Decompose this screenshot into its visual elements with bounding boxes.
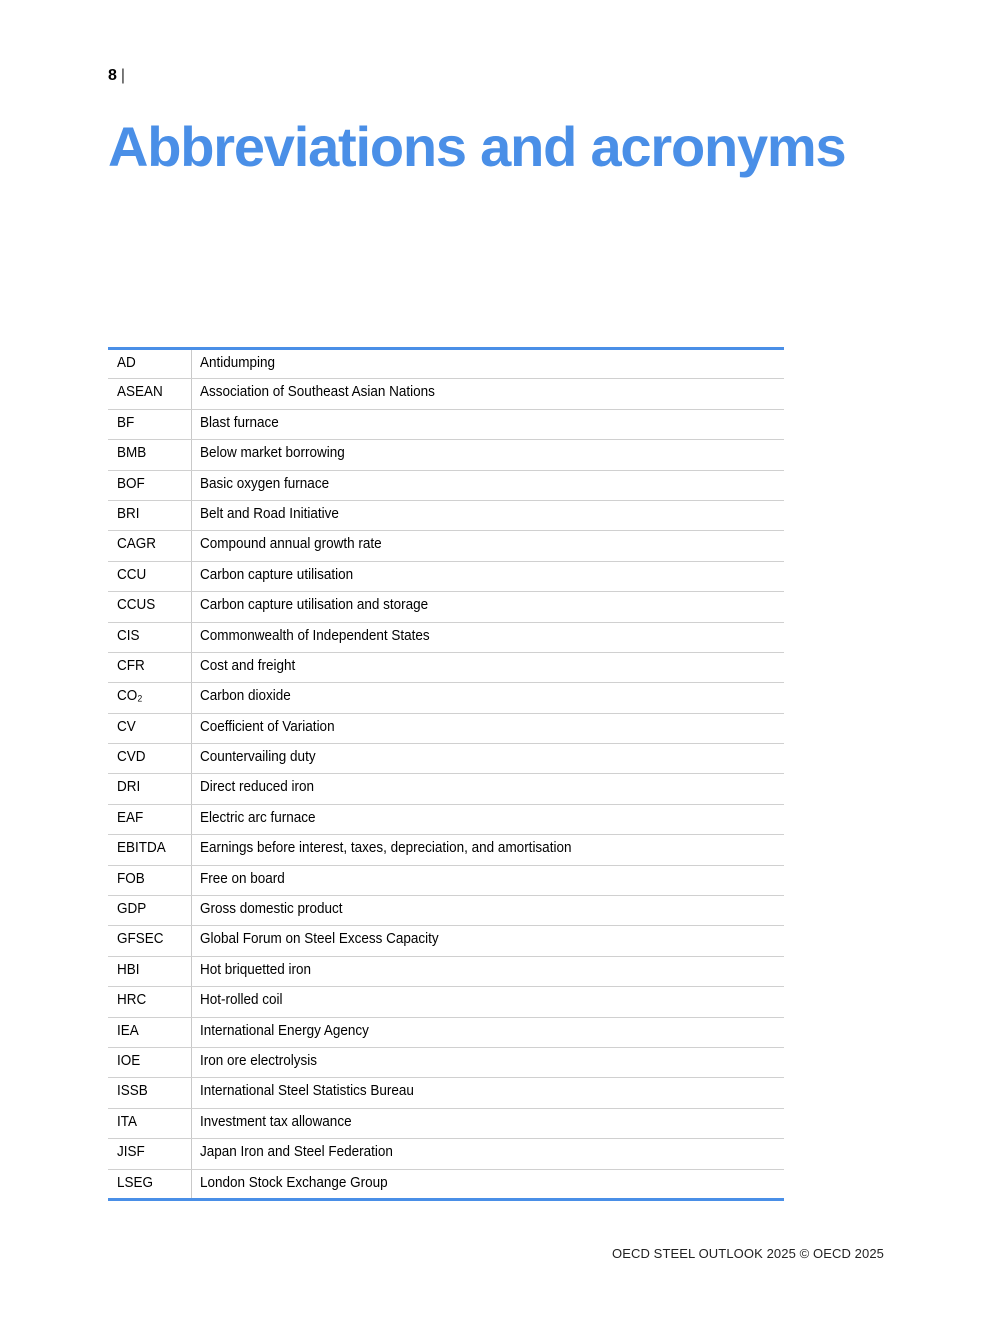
abbreviations-table <box>108 347 784 1201</box>
abbreviations-table-body <box>108 349 784 1200</box>
definition-text: Gross domestic product <box>200 900 343 918</box>
page-number-separator: | <box>120 67 126 84</box>
definition-text: Iron ore electrolysis <box>200 1051 318 1069</box>
definition-cell <box>192 531 785 561</box>
definition-cell <box>192 744 785 774</box>
definition-cell <box>192 683 785 713</box>
definition-cell <box>192 561 785 591</box>
definition-text: Belt and Road Initiative <box>200 504 339 522</box>
abbreviation-cell <box>108 896 192 926</box>
definition-cell <box>192 622 785 652</box>
definition-cell <box>192 956 785 986</box>
definition-cell <box>192 1169 785 1199</box>
definition-cell <box>192 896 785 926</box>
definition-text: Electric arc furnace <box>200 808 316 826</box>
definition-text: Cost and freight <box>200 656 296 674</box>
abbreviation-text: ITA <box>117 1112 138 1130</box>
abbreviation-cell <box>108 1108 192 1138</box>
page-footer: OECD STEEL OUTLOOK 2025 © OECD 2025 <box>612 1246 884 1261</box>
definition-cell <box>192 440 785 470</box>
definition-text: International Energy Agency <box>200 1021 369 1039</box>
abbreviation-text: ISSB <box>117 1082 148 1100</box>
abbreviation-text: BF <box>117 413 135 431</box>
abbreviation-text: CCU <box>117 565 147 583</box>
abbreviation-cell <box>108 744 192 774</box>
table-row <box>108 500 784 530</box>
definition-text: Below market borrowing <box>200 444 345 462</box>
definition-cell <box>192 1139 785 1169</box>
definition-cell <box>192 1108 785 1138</box>
table-row <box>108 440 784 470</box>
abbreviation-cell <box>108 622 192 652</box>
definition-cell <box>192 926 785 956</box>
definition-cell <box>192 409 785 439</box>
abbreviation-text: BOF <box>117 474 145 492</box>
definition-cell <box>192 592 785 622</box>
abbreviation-text: DRI <box>117 778 141 796</box>
definition-text: Hot briquetted iron <box>200 960 312 978</box>
abbreviation-text: CVD <box>117 748 146 766</box>
table-row <box>108 683 784 713</box>
abbreviation-cell <box>108 561 192 591</box>
table-row <box>108 804 784 834</box>
definition-cell <box>192 774 785 804</box>
abbreviation-text: CCUS <box>117 596 156 614</box>
definition-text: Hot-rolled coil <box>200 991 283 1009</box>
definition-cell <box>192 987 785 1017</box>
definition-cell <box>192 1047 785 1077</box>
table-row <box>108 531 784 561</box>
abbreviation-cell <box>108 774 192 804</box>
abbreviation-text: CFR <box>117 656 145 674</box>
definition-cell <box>192 379 785 409</box>
abbreviation-cell <box>108 956 192 986</box>
table-row <box>108 744 784 774</box>
definition-text: Antidumping <box>200 354 276 371</box>
abbreviation-cell <box>108 865 192 895</box>
abbreviation-cell <box>108 835 192 865</box>
page-number-value: 8 <box>108 67 117 84</box>
definition-cell <box>192 804 785 834</box>
abbreviation-text: CAGR <box>117 535 157 553</box>
table-row <box>108 349 784 379</box>
abbreviation-cell <box>108 440 192 470</box>
abbreviation-text: CV <box>117 717 136 735</box>
definition-text: London Stock Exchange Group <box>200 1173 388 1191</box>
table-row <box>108 1169 784 1199</box>
abbreviation-text: LSEG <box>117 1173 154 1191</box>
table-row <box>108 409 784 439</box>
definition-cell <box>192 652 785 682</box>
definition-text: Investment tax allowance <box>200 1112 352 1130</box>
definition-text: Compound annual growth rate <box>200 535 382 553</box>
table-row <box>108 926 784 956</box>
abbreviation-text: CO₂ <box>117 687 143 705</box>
definition-text: Global Forum on Steel Excess Capacity <box>200 930 439 948</box>
definition-cell <box>192 470 785 500</box>
abbreviation-cell <box>108 1139 192 1169</box>
abbreviation-text: AD <box>117 354 136 371</box>
definition-text: Commonwealth of Independent States <box>200 626 430 644</box>
abbreviation-text: IOE <box>117 1051 141 1069</box>
definition-text: Earnings before interest, taxes, depreciation, and amortisation <box>200 839 572 857</box>
table-row <box>108 470 784 500</box>
abbreviation-cell <box>108 349 192 379</box>
definition-text: Coefficient of Variation <box>200 717 335 735</box>
abbreviation-text: GDP <box>117 900 147 918</box>
abbreviation-cell <box>108 1078 192 1108</box>
page-title: Abbreviations and acronyms <box>108 115 846 178</box>
abbreviation-cell <box>108 683 192 713</box>
abbreviation-cell <box>108 926 192 956</box>
definition-text: Blast furnace <box>200 413 279 431</box>
abbreviation-cell <box>108 592 192 622</box>
abbreviation-cell <box>108 470 192 500</box>
abbreviation-text: BMB <box>117 444 147 462</box>
definition-text: Carbon dioxide <box>200 687 291 705</box>
abbreviation-cell <box>108 1169 192 1199</box>
table-row <box>108 379 784 409</box>
table-row <box>108 1108 784 1138</box>
table-row <box>108 561 784 591</box>
abbreviation-cell <box>108 1047 192 1077</box>
table-row <box>108 1017 784 1047</box>
definition-text: International Steel Statistics Bureau <box>200 1082 414 1100</box>
definition-cell <box>192 1078 785 1108</box>
page-number <box>108 66 125 86</box>
abbreviation-text: BRI <box>117 504 140 522</box>
definition-cell <box>192 713 785 743</box>
table-row <box>108 774 784 804</box>
table-row <box>108 1078 784 1108</box>
abbreviation-cell <box>108 379 192 409</box>
definition-text: Association of Southeast Asian Nations <box>200 383 435 401</box>
definition-text: Free on board <box>200 869 285 887</box>
definition-text: Direct reduced iron <box>200 778 315 796</box>
table-row <box>108 865 784 895</box>
abbreviation-text: CIS <box>117 626 140 644</box>
definition-text: Japan Iron and Steel Federation <box>200 1143 393 1161</box>
definition-text: Carbon capture utilisation <box>200 565 354 583</box>
abbreviation-text: GFSEC <box>117 930 164 948</box>
abbreviation-text: EAF <box>117 808 144 826</box>
abbreviation-text: HBI <box>117 960 140 978</box>
abbreviation-text: EBITDA <box>117 839 166 857</box>
table-row <box>108 896 784 926</box>
abbreviation-cell <box>108 987 192 1017</box>
abbreviation-cell <box>108 500 192 530</box>
abbreviation-cell <box>108 531 192 561</box>
abbreviation-cell <box>108 409 192 439</box>
table-row <box>108 956 784 986</box>
table-row <box>108 622 784 652</box>
table-row <box>108 987 784 1017</box>
abbreviation-text: FOB <box>117 869 145 887</box>
abbreviation-cell <box>108 652 192 682</box>
table-row <box>108 835 784 865</box>
definition-cell <box>192 865 785 895</box>
table-row <box>108 1047 784 1077</box>
abbreviation-text: IEA <box>117 1021 139 1039</box>
definition-cell <box>192 349 785 379</box>
definition-text: Countervailing duty <box>200 748 316 766</box>
definition-cell <box>192 835 785 865</box>
table-row <box>108 713 784 743</box>
abbreviation-cell <box>108 713 192 743</box>
definition-cell <box>192 1017 785 1047</box>
definition-text: Basic oxygen furnace <box>200 474 330 492</box>
definition-text: Carbon capture utilisation and storage <box>200 596 429 614</box>
definition-cell <box>192 500 785 530</box>
abbreviation-text: ASEAN <box>117 383 163 401</box>
table-row <box>108 592 784 622</box>
abbreviation-cell <box>108 1017 192 1047</box>
table-row <box>108 1139 784 1169</box>
abbreviation-text: JISF <box>117 1143 145 1161</box>
table-row <box>108 652 784 682</box>
abbreviation-cell <box>108 804 192 834</box>
abbreviation-text: HRC <box>117 991 147 1009</box>
